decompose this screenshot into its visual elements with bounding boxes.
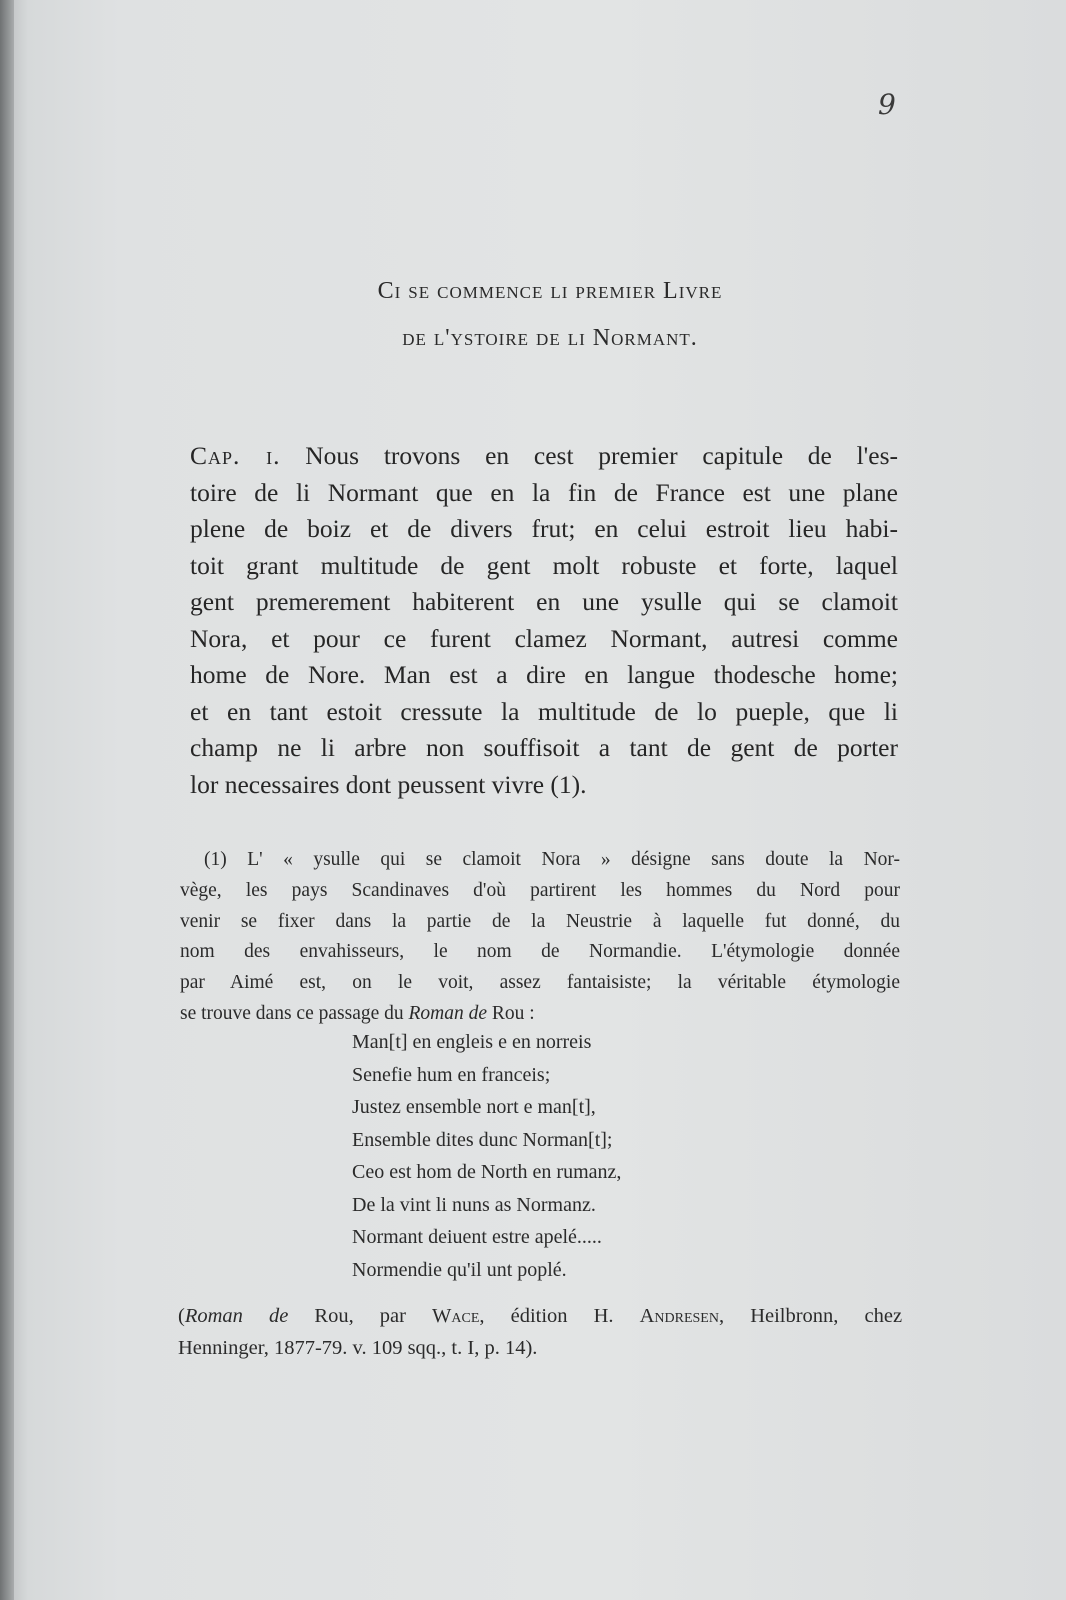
verse-line: De la vint li nuns as Normanz. [352,1193,596,1216]
book-heading-line-1: Ci se commence li premier Livre [377,278,723,304]
book-spine-shadow [0,0,14,1600]
footnote-title: Roman de [408,1002,488,1024]
page-number: 9 [878,88,896,121]
chapter-line: lor necessaires dont peussent vivre (1). [190,769,587,799]
verse-line: Man[t] en engleis e en norreis [352,1031,592,1053]
chapter-line: gent premerement habiterent en une ysulle qui se clamoit [190,587,898,616]
footnote [180,845,900,1030]
citation-author: Wace, [432,1305,485,1327]
verse-line: Senefie hum en franceis; [352,1063,551,1086]
book-heading-line-2: de l'ystoire de li Normant. [402,325,698,351]
verse-line: Normant deiuent estre apelé..... [352,1226,602,1248]
footnote-line: nom des envahisseurs, le nom de Normandie. L'étymologie donnée [180,941,900,963]
chapter-line: champ ne li arbre non souffisoit a tant de gent de porter [190,733,898,762]
chapter-line: Cap. i. Nous trovons en cest premier capitule de l'es- [190,441,899,470]
chapter-line: toire de li Normant que en la fin de France est une plane [190,477,898,507]
chapter-line: toit grant multitude de gent molt robuste et forte, laquel [190,550,898,580]
footnote-line: venir se fixer dans la partie de la Neustrie à laquelle fut donné, du [180,910,900,932]
chapter-text [190,438,898,803]
verse-line: Normendie qu'il unt poplé. [352,1258,567,1281]
verse-quotation [352,1026,621,1286]
chapter-label: Cap. i. [190,441,281,470]
citation-editor: Andresen, [639,1305,725,1327]
citation-line: Henninger, 1877-79. v. 109 sqq., t. I, p. 14). [178,1337,538,1359]
citation-line: (Roman de Rou, par Wace, édition H. Andresen, Heilbronn, chez [178,1305,903,1327]
chapter-line: et en tant estoit cressute la multitude de lo pueple, que li [190,696,898,726]
verse-line: Justez ensemble nort e man[t], [352,1096,596,1118]
footnote-line: par Aimé est, on le voit, assez fantaisiste; la véritable étymologie [180,972,900,994]
verse-line: Ceo est hom de North en rumanz, [352,1161,622,1183]
citation [178,1300,902,1364]
chapter-line: Nora, et pour ce furent clamez Normant, autresi comme [190,623,898,653]
chapter-line: plene de boiz et de divers frut; en celui estroit lieu habi- [190,514,898,543]
chapter-line: home de Nore. Man est a dire en langue thodesche home; [190,660,898,689]
verse-line: Ensemble dites dunc Norman[t]; [352,1128,613,1151]
footnote-line: (1) L' « ysulle qui se clamoit Nora » désigne sans doute la Nor- [204,849,900,870]
footnote-line: vège, les pays Scandinaves d'où partirent les hommes du Nord pour [180,879,900,901]
footnote-line: se trouve dans ce passage du Roman de Rou : [180,1002,535,1024]
citation-title: Roman de [184,1305,289,1327]
